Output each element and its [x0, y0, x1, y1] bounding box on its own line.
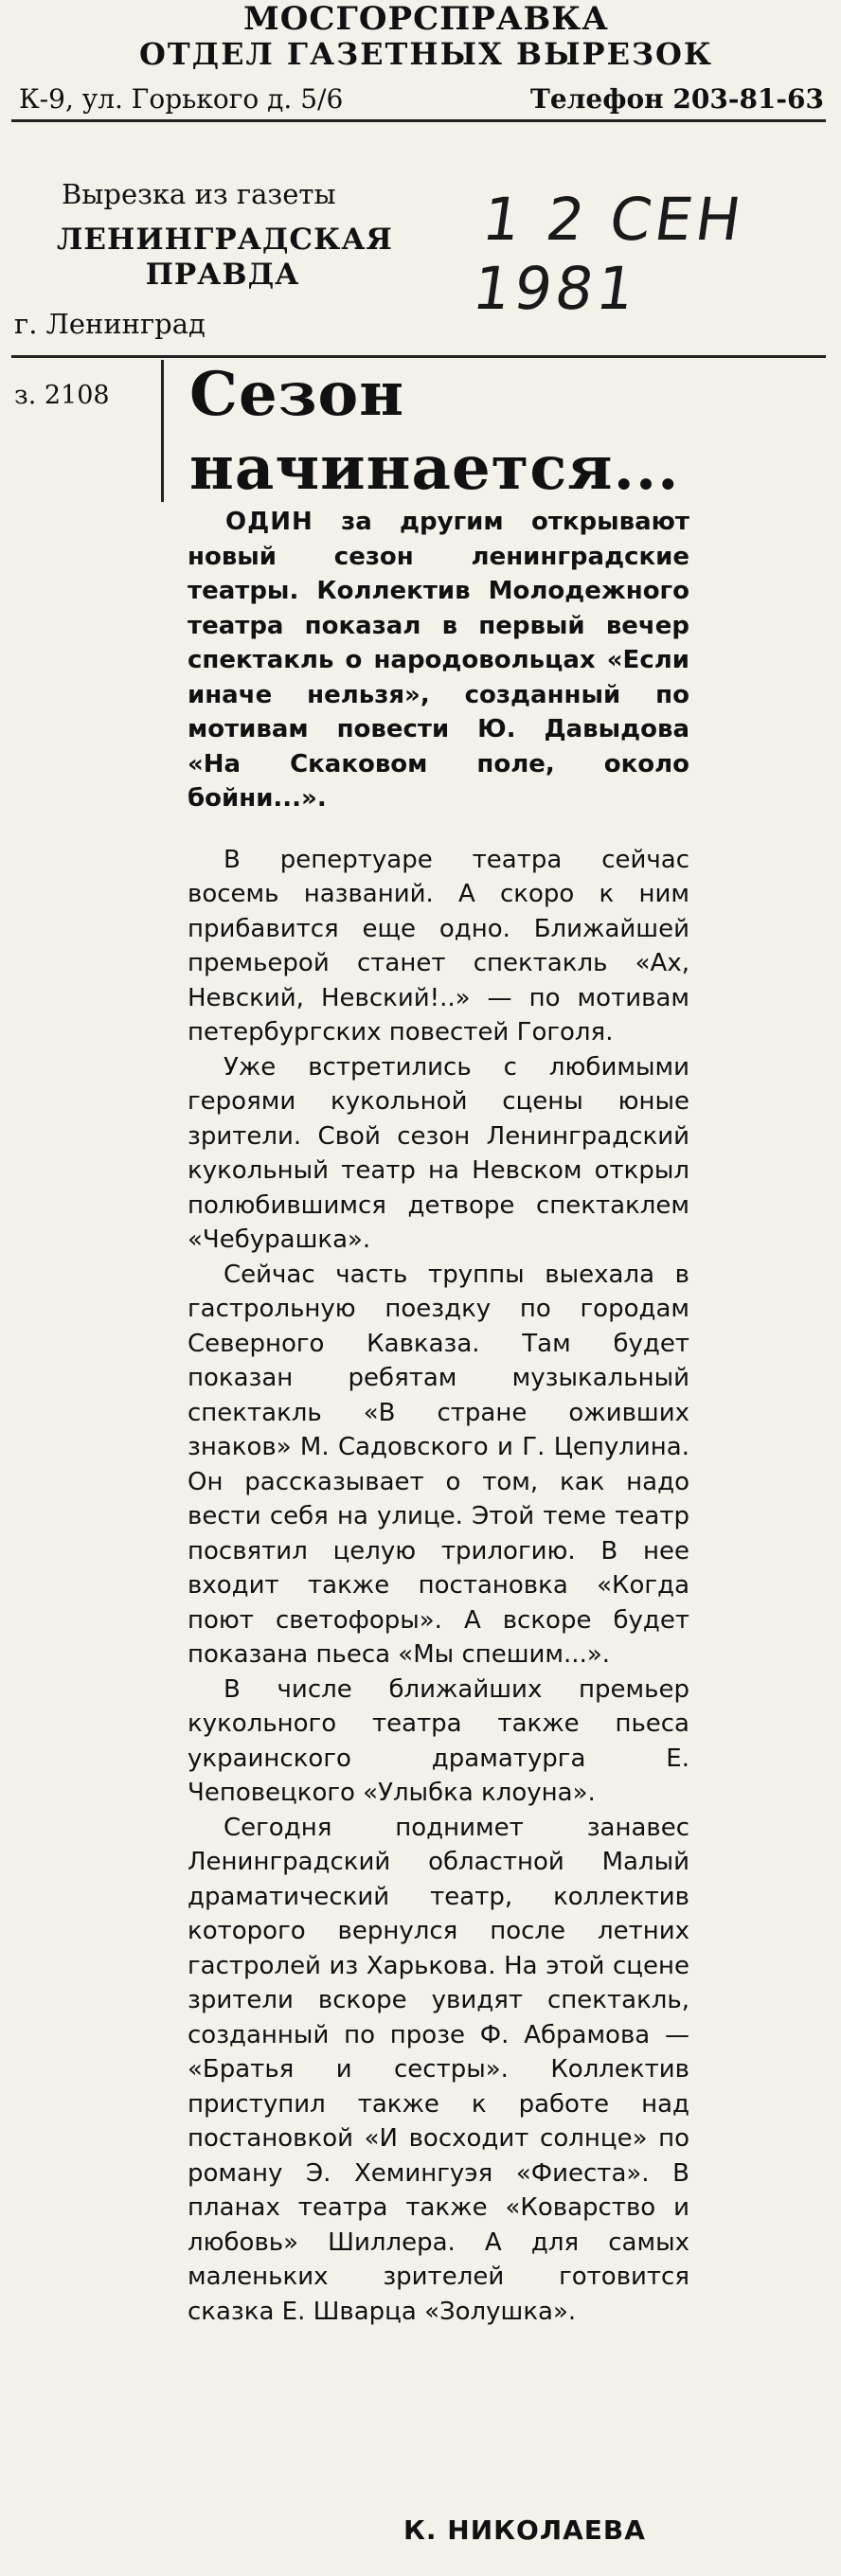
agency-phone: Телефон 203-81-63 [530, 83, 824, 115]
headline-line2: начинается... [189, 433, 680, 504]
article-lead [188, 505, 689, 816]
agency-name: МОСГОРСПРАВКА [243, 0, 609, 38]
article-author: К. НИКОЛАЕВА [403, 2514, 646, 2546]
headline-line1: Сезон [189, 359, 405, 430]
city: г. Ленинград [14, 308, 206, 340]
divider-vertical [161, 360, 164, 502]
article-paragraph: В репертуаре театра сейчас восемь названий. А скоро к ним прибавится еще одно. Ближайшей премьерой станет спектакль «Ах, Невский, Невский!..» — по мотивам петербургских повестей Гоголя. [188, 845, 689, 1046]
newspaper-name-line2: ПРАВДА [145, 258, 300, 292]
article-paragraph: Уже встретились с любимыми героями кукольной сцены юные зрители. Свой сезон Ленинградский кукольный театр на Невском открыл полюбившимся детворе спектаклем «Чебурашка». [188, 1052, 689, 1254]
lead-first-word: ОДИН [225, 508, 313, 536]
lead-text: за другим открывают новый сезон ленинградские театры. Коллектив Молодежного театра показал в первый вечер спектакль о народовольцах «Если иначе нельзя», созданный по мотивам повести Ю. Давыдова «На Скаковом поле, около бойни...». [188, 508, 689, 813]
article-paragraph: Сегодня поднимет занавес Ленинградский областной Малый драматический театр, коллектив которого вернулся после летних гастролей из Харькова. На этой сцене зрители вскоре увидят спектакль, созданный по прозе Ф. Абрамова — «Братья и сестры». Коллектив приступил также к работе над постановкой «И восходит солнце» по роману Э. Хемингуэя «Фиеста». В планах театра также «Коварство и любовь» Шиллера. А для самых маленьких зрителей готовится сказка Е. Шварца «Золушка». [188, 1813, 689, 2326]
newspaper-name-line1: ЛЕНИНГРАДСКАЯ [57, 223, 393, 257]
agency-address: К-9, ул. Горького д. 5/6 [19, 83, 344, 115]
divider-top [11, 119, 826, 122]
article-paragraph: Сейчас часть труппы выехала в гастрольную поездку по городам Северного Кавказа. Там будет показан ребятам музыкальный спектакль «В стране оживших знаков» М. Садовского и Г. Цепулина. Он рассказывает о том, как надо вести себя на улице. Этой теме театр посвятил целую трилогию. В нее входит также постановка «Когда поют светофоры». А вскоре будет показана пьеса «Мы спешим...». [188, 1260, 689, 1669]
agency-stamp [0, 0, 841, 123]
department-name: ОТДЕЛ ГАЗЕТНЫХ ВЫРЕЗОК [138, 36, 714, 72]
date-stamp: 1 2 СЕН 1981 [468, 185, 749, 323]
issue-number: з. 2108 [14, 381, 110, 410]
article-paragraph: В числе ближайших премьер кукольного театра также пьеса украинского драматурга Е. Чеповецкого «Улыбка клоуна». [188, 1674, 689, 1807]
article-body [188, 505, 689, 2329]
article-headline [189, 358, 701, 506]
clip-label: Вырезка из газеты [62, 178, 336, 210]
